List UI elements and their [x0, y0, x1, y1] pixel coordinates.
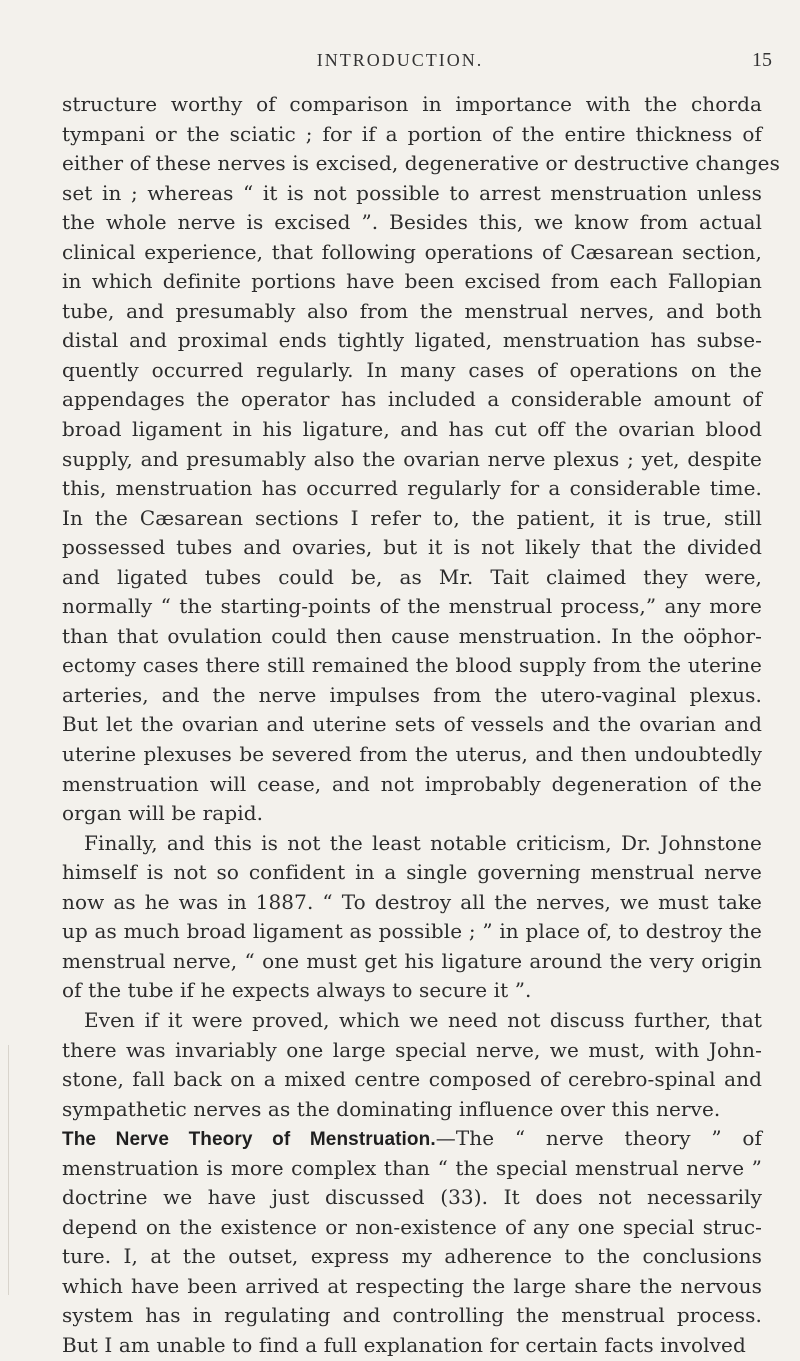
section-heading: The Nerve Theory of Menstruation. — [62, 1129, 436, 1151]
text-line: quently occurred regularly. In many cases of operations on the — [62, 357, 762, 382]
text-line: the whole nerve is excised ”. Besides this, we know from actual — [62, 210, 762, 235]
text-line: organ will be rapid. — [62, 801, 264, 826]
text-line: this, menstruation has occurred regularly for a considerable time. — [62, 476, 762, 501]
text-line: menstruation will cease, and not improbably degeneration of the — [62, 771, 762, 796]
text-line: menstruation is more complex than “ the special menstrual nerve ” — [62, 1155, 762, 1180]
text-line: supply, and presumably also the ovarian nerve plexus ; yet, despite — [62, 446, 762, 471]
running-head: INTRODUCTION. — [316, 50, 484, 70]
section-heading-continuation: —The “ nerve theory ” of — [435, 1126, 762, 1151]
text-line: clinical experience, that following operations of Cæsarean section, — [62, 239, 762, 264]
text-line: In the Cæsarean sections I refer to, the patient, it is true, still — [62, 505, 762, 530]
text-line: Even if it were proved, which we need not discuss further, that — [84, 1007, 762, 1032]
text-line: in which definite portions have been excised from each Fallopian — [62, 269, 762, 294]
text-line: normally “ the starting-points of the menstrual process,” any more — [62, 594, 762, 619]
text-line: there was invariably one large special nerve, we must, with John- — [62, 1037, 762, 1062]
body-text — [62, 90, 780, 1361]
text-line: tympani or the sciatic ; for if a portion of the entire thickness of — [62, 121, 762, 146]
text-line: of the tube if he expects always to secure it ”. — [62, 978, 532, 1003]
page-number: 15 — [752, 49, 772, 71]
text-line: uterine plexuses be severed from the uterus, and then undoubtedly — [62, 742, 762, 767]
text-line: set in ; whereas “ it is not possible to arrest menstruation unless — [62, 180, 762, 205]
page-header — [0, 0, 800, 80]
text-line: possessed tubes and ovaries, but it is not likely that the divided — [62, 535, 762, 560]
text-line: distal and proximal ends tightly ligated, menstruation has subse- — [62, 328, 762, 353]
text-line: than that ovulation could then cause menstruation. In the oöphor- — [62, 623, 762, 648]
text-line: now as he was in 1887. “ To destroy all the nerves, we must take — [62, 889, 762, 914]
text-line: But let the ovarian and uterine sets of vessels and the ovarian and — [62, 712, 762, 737]
text-line: sympathetic nerves as the dominating influence over this nerve. — [62, 1096, 721, 1121]
text-line: structure worthy of comparison in importance with the chorda — [62, 92, 762, 116]
text-line: broad ligament in his ligature, and has cut off the ovarian blood — [62, 417, 762, 442]
text-line: menstrual nerve, “ one must get his ligature around the very origin — [62, 948, 762, 973]
text-line: stone, fall back on a mixed centre composed of cerebro-spinal and — [62, 1067, 762, 1092]
text-line: either of these nerves is excised, degenerative or destructive changes — [62, 151, 780, 176]
text-line: tube, and presumably also from the menstrual nerves, and both — [62, 298, 762, 323]
text-line: appendages the operator has included a considerable amount of — [62, 387, 762, 412]
text-line: Finally, and this is not the least notable criticism, Dr. Johnstone — [84, 830, 762, 855]
text-line: But I am unable to find a full explanation for certain facts involved — [62, 1332, 746, 1357]
page-edge-shadow — [8, 1045, 9, 1295]
text-line: ture. I, at the outset, express my adherence to the conclusions — [62, 1244, 762, 1269]
text-line: ectomy cases there still remained the blood supply from the uterine — [62, 653, 762, 678]
section-heading-line — [62, 1124, 762, 1154]
text-line: and ligated tubes could be, as Mr. Tait claimed they were, — [62, 564, 762, 589]
text-line: system has in regulating and controlling the menstrual process. — [62, 1303, 762, 1328]
text-line: arteries, and the nerve impulses from the utero-vaginal plexus. — [62, 682, 762, 707]
text-line: which have been arrived at respecting the large share the nervous — [62, 1273, 762, 1298]
text-line: up as much broad ligament as possible ; ” in place of, to destroy the — [62, 919, 762, 944]
text-line: depend on the existence or non-existence of any one special struc- — [62, 1214, 762, 1239]
text-line: himself is not so confident in a single governing menstrual nerve — [62, 860, 762, 885]
text-line: doctrine we have just discussed (33). It does not necessarily — [62, 1185, 762, 1210]
